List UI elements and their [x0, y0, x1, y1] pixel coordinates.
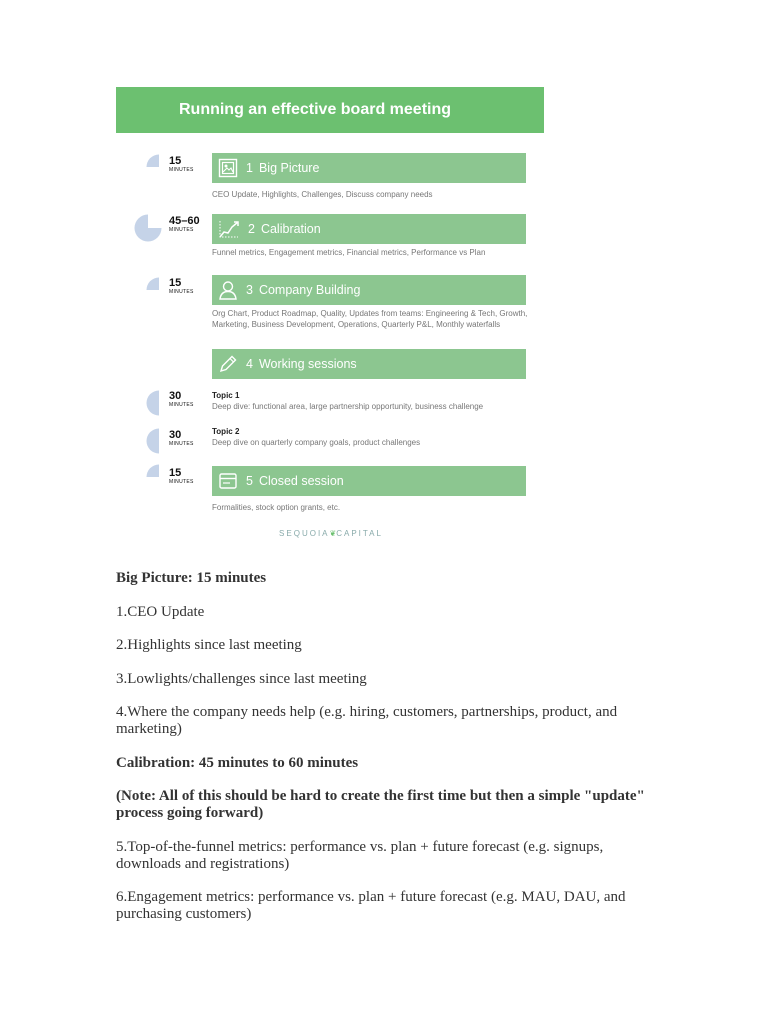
minutes-label: 15 MINUTES	[169, 277, 194, 295]
minutes-label: 15 MINUTES	[169, 467, 194, 485]
list-item: 4.Where the company needs help (e.g. hiring, customers, partnerships, product, and marketing)	[116, 704, 618, 737]
section-closed-session: 5 Closed session	[212, 466, 526, 496]
section-calibration: 2 Calibration	[212, 214, 526, 244]
list-item: 1.CEO Update	[116, 603, 205, 620]
minutes-label: 45–60 MINUTES	[169, 215, 200, 233]
pie-slice	[147, 429, 160, 454]
section-description: Org Chart, Product Roadmap, Quality, Updates from teams: Engineering & Tech, Growth, Marketing, Business Development, Operations, Quarterly P&L, Monthly waterfalls	[212, 309, 528, 329]
list-item: 6.Engagement metrics: performance vs. plan + future forecast (e.g. MAU, DAU, and purchasing customers)	[116, 889, 626, 922]
section-big-picture: 1 Big Picture	[212, 153, 526, 183]
topic-1: Topic 1 Deep dive: functional area, large partnership opportunity, business challenge	[212, 391, 484, 411]
minutes-label: 15 MINUTES	[169, 155, 194, 173]
card-icon	[218, 471, 238, 491]
article-body	[116, 570, 646, 940]
pie-45-60-minutes	[134, 214, 162, 242]
pie-slice	[147, 465, 160, 478]
leaf-icon: ❦	[329, 529, 337, 538]
image-icon	[218, 158, 238, 178]
infographic-title: Running an effective board meeting	[116, 87, 544, 133]
pie-slice	[135, 215, 162, 242]
section-description: Formalities, stock option grants, etc.	[212, 503, 341, 512]
section-description: Funnel metrics, Engagement metrics, Financial metrics, Performance vs Plan	[212, 248, 486, 257]
list-item: 3.Lowlights/challenges since last meeting	[116, 670, 367, 687]
section-description: CEO Update, Highlights, Challenges, Discuss company needs	[212, 190, 433, 199]
section-company-building: 3 Company Building	[212, 275, 526, 305]
minutes-label: 30 MINUTES	[169, 390, 194, 408]
note: (Note: All of this should be hard to create the first time but then a simple "update" process going forward)	[116, 788, 645, 821]
board-meeting-infographic	[116, 87, 544, 547]
person-icon	[218, 280, 238, 300]
section-working-sessions: 4 Working sessions	[212, 349, 526, 379]
sequoia-capital-logo: SEQUOIA❦CAPITAL	[279, 529, 383, 538]
heading-big-picture: Big Picture: 15 minutes	[116, 570, 267, 586]
pie-slice	[147, 155, 160, 168]
topic-2: Topic 2 Deep dive on quarterly company goals, product challenges	[212, 427, 421, 447]
chart-icon	[218, 219, 240, 239]
list-item: 2.Highlights since last meeting	[116, 637, 302, 653]
pie-slice	[147, 278, 160, 291]
list-item: 5.Top-of-the-funnel metrics: performance vs. plan + future forecast (e.g. signups, downloads and registrations)	[116, 838, 604, 872]
heading-calibration: Calibration: 45 minutes to 60 minutes	[116, 754, 359, 771]
pie-slice	[147, 391, 160, 416]
pencil-icon	[218, 354, 238, 374]
minutes-label: 30 MINUTES	[169, 429, 194, 447]
